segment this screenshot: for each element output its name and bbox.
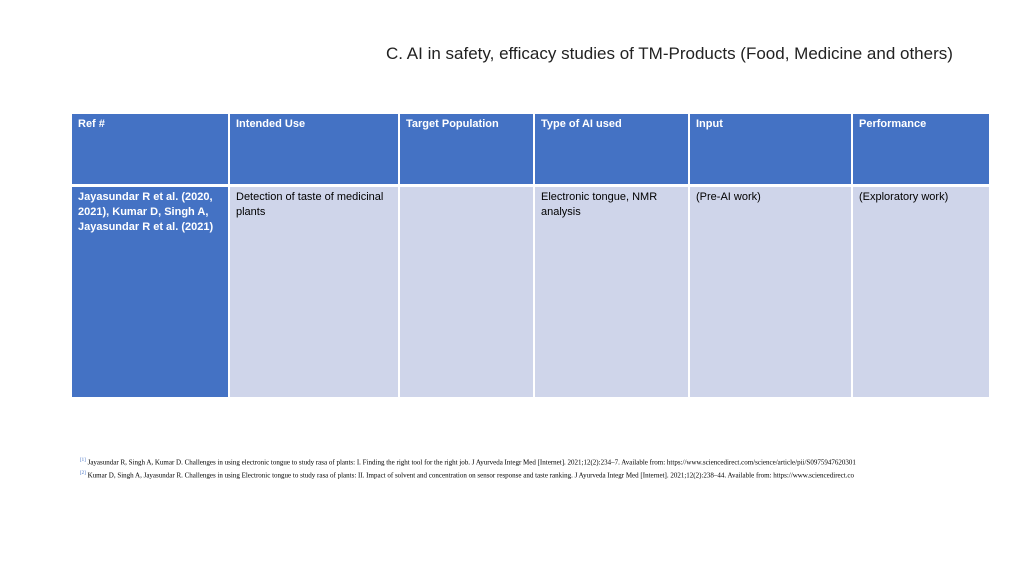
table-header-row <box>72 114 989 187</box>
reference-marker[interactable]: [1] <box>80 458 86 463</box>
cell-input: (Pre-AI work) <box>690 187 853 397</box>
header-performance: Performance <box>853 114 989 187</box>
header-input: Input <box>690 114 853 187</box>
reference-marker[interactable]: [2] <box>80 471 86 477</box>
header-type-of-ai: Type of AI used <box>535 114 690 187</box>
cell-target-population <box>400 187 535 397</box>
header-intended-use: Intended Use <box>230 114 400 187</box>
table-row <box>72 187 989 397</box>
references <box>80 455 1024 482</box>
reference-text: Jayasundar R, Singh A, Kumar D. Challenges in using electronic tongue to study rasa of plants: I. Finding the right tool for the right job. J Ayurveda Integr Med [Internet]. 2021;12(2):234–7. Available from: https://www.sciencedirect.com/science/article/pii/S0975947620301 <box>87 458 856 467</box>
cell-ref: Jayasundar R et al. (2020, 2021), Kumar D, Singh A, Jayasundar R et al. (2021) <box>72 187 230 397</box>
reference-text: Kumar D, Singh A, Jayasundar R. Challenges in using Electronic tongue to study rasa of plants: II. Impact of solvent and concentration on sensor response and taste ranking. J Ayurveda Integr Med [Internet]. 2021;12(2):238–44. Available from: https://www.sciencedirect.co <box>87 471 855 480</box>
slide-title: C. AI in safety, efficacy studies of TM-Products (Food, Medicine and others) <box>386 44 953 63</box>
header-target-population: Target Population <box>400 114 535 187</box>
ai-studies-table <box>72 114 989 397</box>
reference-item <box>80 468 1024 481</box>
cell-type-of-ai: Electronic tongue, NMR analysis <box>535 187 690 397</box>
cell-intended-use: Detection of taste of medicinal plants <box>230 187 400 397</box>
cell-performance: (Exploratory work) <box>853 187 989 397</box>
header-ref: Ref # <box>72 114 230 187</box>
reference-item <box>80 455 1024 468</box>
